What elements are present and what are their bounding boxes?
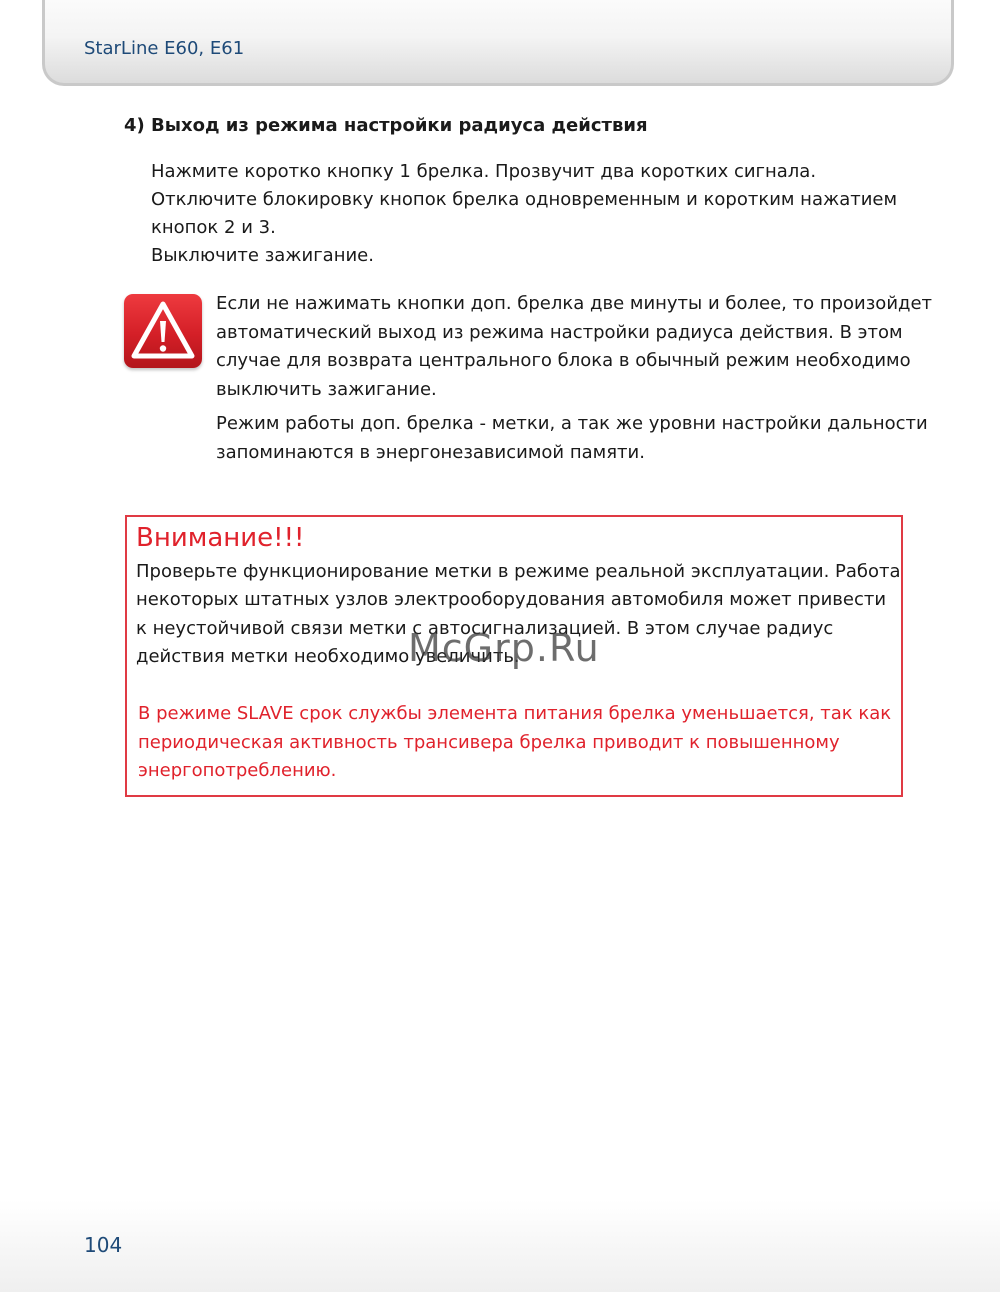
document-title: StarLine E60, E61 (84, 38, 245, 59)
note-block (216, 290, 936, 473)
instruction-line: Нажмите коротко кнопку 1 брелка. Прозвучит два коротких сигнала. (151, 161, 817, 182)
attention-red-text: В режиме SLAVE срок службы элемента питания брелка уменьшается, так как периодическая активность трансивера брелка приводит к повышенному энергопотреблению. (138, 703, 892, 781)
footer-band (0, 1200, 1000, 1292)
warning-triangle-icon (124, 294, 202, 368)
attention-title: Внимание!!! (136, 523, 305, 553)
instruction-line: Выключите зажигание. (151, 245, 374, 266)
instruction-line: Отключите блокировку кнопок брелка одновременным и коротким нажатием кнопок 2 и 3. (151, 189, 898, 238)
section-heading: 4) Выход из режима настройки радиуса действия (124, 115, 648, 136)
attention-text: Проверьте функционирование метки в режиме реальной эксплуатации. Работа некоторых штатных узлов электрооборудования автомобиля может привести к неустойчивой связи метки с автосигнализацией. В этом случае радиус действия метки необходимо увеличить. (136, 561, 901, 667)
instructions (151, 158, 911, 270)
watermark: McGrp.Ru (408, 626, 600, 670)
note-paragraph: Режим работы доп. брелка - метки, а так же уровни настройки дальности запоминаются в энергонезависимой памяти. (216, 413, 928, 463)
note-paragraph: Если не нажимать кнопки доп. брелка две минуты и более, то произойдет автоматический выход из режима настройки радиуса действия. В этом случае для возврата центрального блока в обычный режим необходимо выключить зажигание. (216, 293, 933, 400)
page-number: 104 (84, 1233, 123, 1257)
